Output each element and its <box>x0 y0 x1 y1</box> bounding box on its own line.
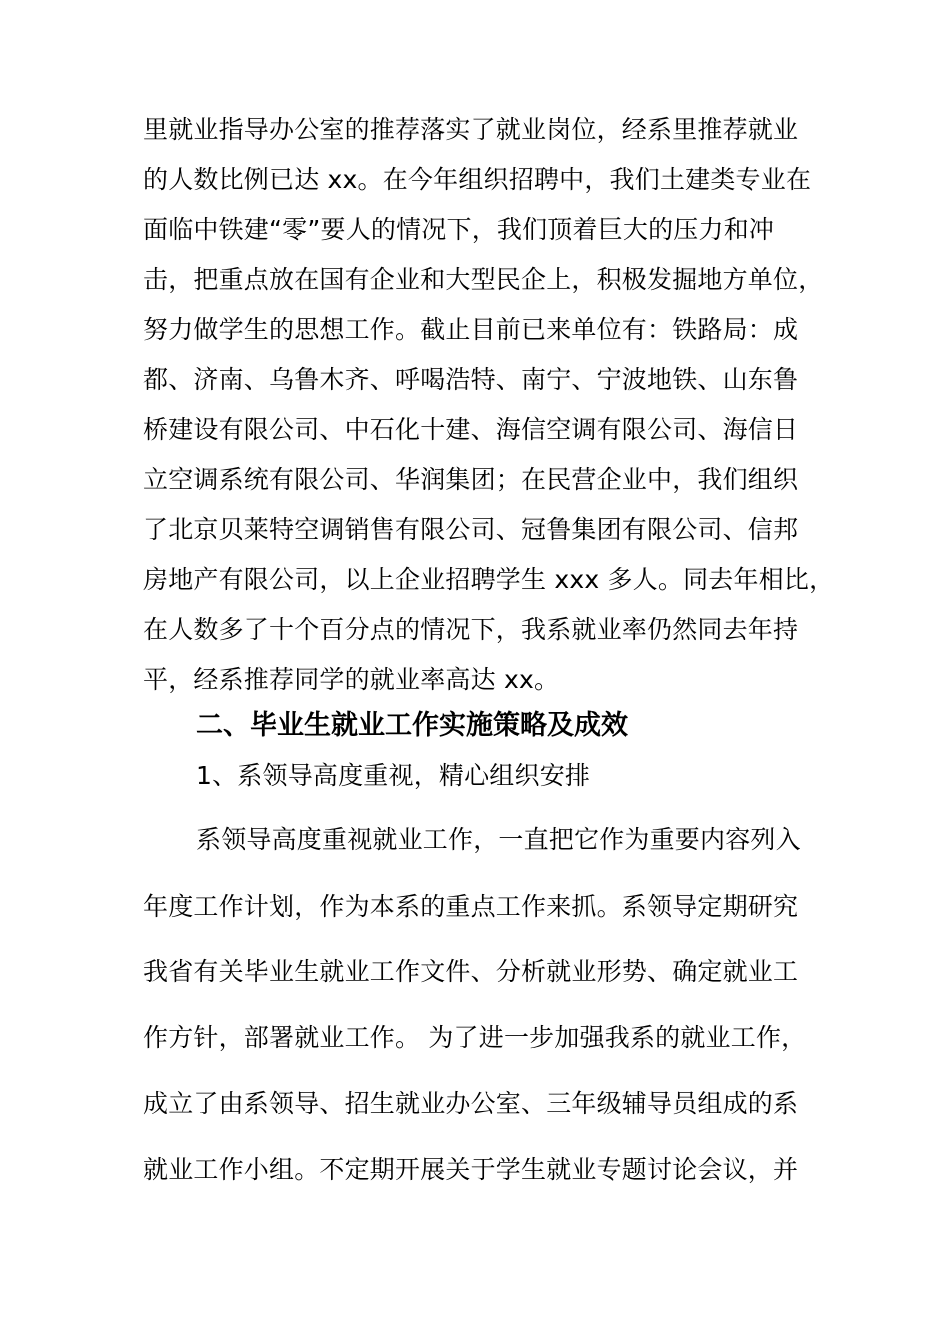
text-line: 面临中铁建“零”要人的情况下，我们顶着巨大的压力和冲 <box>143 215 775 244</box>
text-line: 的人数比例已达 xx。在今年组织招聘中，我们土建类专业在 <box>143 165 812 194</box>
text-line: 成立了由系领导、招生就业办公室、三年级辅导员组成的系 <box>143 1089 799 1118</box>
subheading: 1、系领导高度重视，精心组织安排 <box>196 761 591 790</box>
text-line: 就业工作小组。不定期开展关于学生就业专题讨论会议，并 <box>143 1155 799 1184</box>
text-line: 房地产有限公司，以上企业招聘学生 xxx 多人。同去年相比， <box>143 565 835 594</box>
text-line: 努力做学生的思想工作。截止目前已来单位有：铁路局：成 <box>143 315 799 344</box>
text-line: 击，把重点放在国有企业和大型民企上，积极发掘地方单位， <box>143 265 824 294</box>
text-line: 都、济南、乌鲁木齐、呼喝浩特、南宁、宁波地铁、山东鲁 <box>143 365 799 394</box>
section-heading: 二、毕业生就业工作实施策略及成效 <box>196 710 628 741</box>
text-line: 系领导高度重视就业工作，一直把它作为重要内容列入 <box>196 825 801 854</box>
text-line: 年度工作计划，作为本系的重点工作来抓。系领导定期研究 <box>143 892 799 921</box>
text-line: 里就业指导办公室的推荐落实了就业岗位，经系里推荐就业 <box>143 115 799 144</box>
text-line: 平，经系推荐同学的就业率高达 xx。 <box>143 665 560 694</box>
text-line: 了北京贝莱特空调销售有限公司、冠鲁集团有限公司、信邦 <box>143 515 799 544</box>
text-line: 作方针，部署就业工作。 为了进一步加强我系的就业工作， <box>143 1023 807 1052</box>
text-line: 桥建设有限公司、中石化十建、海信空调有限公司、海信日 <box>143 415 799 444</box>
text-line: 我省有关毕业生就业工作文件、分析就业形势、确定就业工 <box>143 957 799 986</box>
text-line: 在人数多了十个百分点的情况下，我系就业率仍然同去年持 <box>143 615 799 644</box>
text-line: 立空调系统有限公司、华润集团；在民营企业中，我们组织 <box>143 465 799 494</box>
